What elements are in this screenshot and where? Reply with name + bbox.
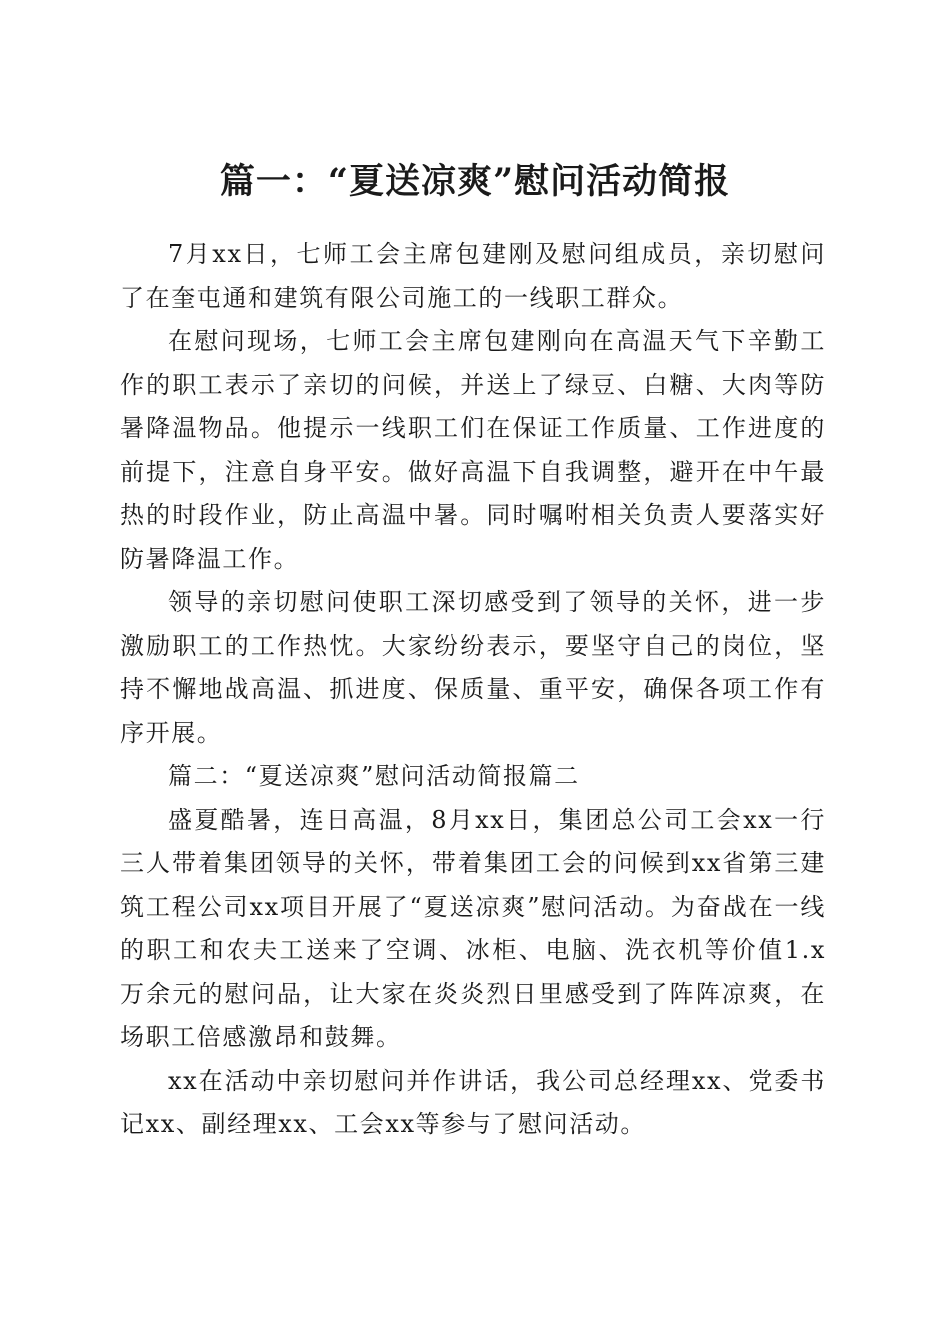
document-title: 篇一：“夏送凉爽”慰问活动简报 — [219, 161, 731, 203]
paragraph-3: 领导的亲切慰问使职工深切感受到了领导的关怀，进一步激励职工的工作热忱。大家纷纷表示，要坚守自己的岗位，坚持不懈地战高温、抓进度、保质量、重平安，确保各项工作有序开展。 — [120, 588, 826, 747]
paragraph-4: 盛夏酷暑，连日高温，8月xx日，集团总公司工会xx一行三人带着集团领导的关怀，带着集团工会的问候到xx省第三建筑工程公司xx项目开展了“夏送凉爽”慰问活动。为奋战在一线的职工和农夫工送来了空调、冰柜、电脑、洗衣机等价值1.x万余元的慰问品，让大家在炎炎烈日里感受到了阵阵凉爽，在场职工倍感激昂和鼓舞。 — [120, 805, 826, 1051]
section-heading-2: 篇二：“夏送凉爽”慰问活动简报篇二 — [168, 762, 580, 790]
paragraph-5: xx在活动中亲切慰问并作讲话，我公司总经理xx、党委书记xx、副经理xx、工会xx等参与了慰问活动。 — [120, 1066, 826, 1138]
paragraph-1: 7月xx日，七师工会主席包建刚及慰问组成员，亲切慰问了在奎屯通和建筑有限公司施工的一线职工群众。 — [120, 240, 826, 312]
paragraph-2: 在慰问现场，七师工会主席包建刚向在高温天气下辛勤工作的职工表示了亲切的问候，并送上了绿豆、白糖、大肉等防暑降温物品。他提示一线职工们在保证工作质量、工作进度的前提下，注意自身平安。做好高温下自我调整，避开在中午最热的时段作业，防止高温中暑。同时嘱咐相关负责人要落实好防暑降温工作。 — [120, 327, 826, 573]
document-body — [120, 233, 826, 1147]
